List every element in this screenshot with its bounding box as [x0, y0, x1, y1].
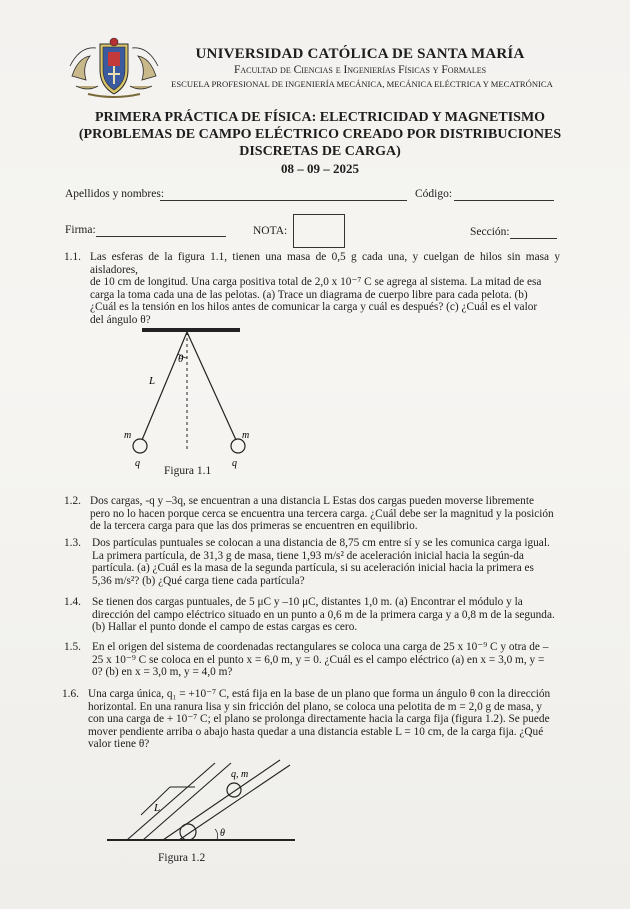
figure-1-2-incline-diagram	[105, 755, 300, 850]
problem-number: 1.5.	[64, 641, 81, 653]
length-label: L	[154, 802, 161, 814]
incline-line-1	[127, 763, 215, 840]
problem-1-6	[88, 688, 560, 751]
problem-number: 1.2.	[64, 495, 81, 507]
problem-number: 1.3.	[64, 537, 81, 549]
problem-line: mover pendiente arriba o abajo hasta quedar a una distancia estable L = 10 cm, de la carga fija. ¿Qué	[88, 725, 544, 738]
left-sphere	[133, 439, 147, 453]
names-label: Apellidos y nombres:	[65, 188, 165, 200]
problem-1-3	[92, 537, 560, 587]
figure-1-1-pendulum-diagram	[120, 322, 270, 482]
problem-line: 5,36 m/s²? (b) ¿Qué carga tiene cada partícula?	[92, 574, 305, 587]
section-label: Sección:	[470, 226, 510, 238]
problem-1-2	[90, 495, 560, 533]
school-name: ESCUELA PROFESIONAL DE INGENIERÍA MECÁNICA, MECÁNICA ELÉCTRICA Y MECATRÓNICA	[171, 79, 553, 89]
problem-number: 1.4.	[64, 596, 81, 608]
problem-line: con una carga de + 10⁻⁷ C; el plano se prolonga directamente hacia la carga fija (figura 1.2). Se puede	[88, 713, 550, 726]
problem-line: horizontal. En una ranura lisa y sin fricción del plano, se coloca una pelotita de m = 2,0 g de masa, y	[88, 700, 543, 713]
length-label: L	[149, 375, 156, 387]
problem-line: pero no lo hacen porque cerca se encuentra una tercera carga. ¿Cuál debe ser la magnitud y la posición	[90, 507, 554, 520]
theta-label: θ	[220, 828, 225, 839]
problem-1-5	[92, 641, 560, 679]
problem-line: Las esferas de la figura 1.1, tienen una masa de 0,5 g cada una, y cuelgan de hilos sin masa y aisladores,	[90, 251, 560, 276]
problem-line: del ángulo θ?	[90, 313, 151, 326]
right-thread	[187, 332, 236, 440]
problem-line: valor tiene θ?	[88, 738, 150, 751]
figure-1-1-caption: Figura 1.1	[164, 465, 212, 477]
problem-line: La primera partícula, de 31,3 g de masa, tiene 1,93 m/s² de aceleración inicial hacia la según-da	[92, 549, 524, 562]
problem-line: ¿Cuál es la tensión en los hilos antes de comunicar la carga y cuál es después? (c) ¿Cuál es el valor	[90, 301, 538, 314]
problem-1-4	[92, 596, 560, 634]
fixed-charge	[180, 824, 196, 840]
university-name: UNIVERSIDAD CATÓLICA DE SANTA MARÍA	[195, 46, 525, 62]
problem-number: 1.6.	[62, 688, 79, 700]
exam-title-line1: PRIMERA PRÁCTICA DE FÍSICA: ELECTRICIDAD Y MAGNETISMO	[94, 110, 546, 125]
problem-line: de la tercera carga para que las dos primeras se encuentren en equilibrio.	[90, 520, 418, 533]
ceiling-bar	[142, 328, 240, 332]
mass-left-label: m	[124, 430, 132, 441]
figure-1-2-caption: Figura 1.2	[158, 852, 206, 864]
problem-line: 0? (b) en x = 3,0 m, y = 4,0 m?	[92, 666, 233, 679]
university-seal-icon	[68, 36, 160, 98]
exam-date: 08 – 09 – 2025	[281, 161, 359, 176]
code-label: Código:	[415, 188, 453, 200]
problem-number: 1.1.	[64, 251, 81, 263]
faculty-name: Facultad de Ciencias e Ingenierías Físicas y Formales	[233, 64, 487, 76]
signature-label: Firma:	[65, 224, 96, 236]
problem-line: dirección del campo eléctrico situado en un punto a 0,6 m de la primera carga y a 0,8 m de la segunda.	[92, 608, 555, 621]
grade-box[interactable]	[293, 214, 345, 248]
exam-title-line2: (PROBLEMAS DE CAMPO ELÉCTRICO CREADO POR DISTRIBUCIONES	[78, 127, 562, 142]
grade-label: NOTA:	[253, 225, 288, 237]
charge-left-label: q	[135, 458, 140, 469]
problem-1-1	[90, 251, 560, 327]
section-field[interactable]	[510, 238, 557, 239]
problem-line: de 10 cm de longitud. Una carga positiva total de 2,0 x 10⁻⁷ C se agrega al sistema. La mitad de esa	[90, 276, 542, 289]
charge-mass-label: q, m	[231, 769, 249, 780]
names-field[interactable]	[160, 200, 407, 201]
problem-line: Dos cargas, -q y –3q, se encuentran a una distancia L Estas dos cargas pueden moverse libremente	[90, 495, 534, 507]
right-sphere	[231, 439, 245, 453]
mass-right-label: m	[242, 430, 250, 441]
problem-line: (b) Hallar el punto donde el campo de estas cargas es cero.	[92, 621, 358, 634]
code-field[interactable]	[454, 200, 554, 201]
charge-right-label: q	[232, 458, 237, 469]
problem-line: 25 x 10⁻⁹ C se coloca en el punto x = 6,0 m, y = 0. ¿Cuál es el campo eléctrico (a) en x = 3,0 m, y =	[92, 653, 545, 666]
theta-arc	[215, 829, 218, 840]
exam-title-line3: DISCRETAS DE CARGA)	[239, 144, 401, 159]
problem-line: Dos partículas puntuales se colocan a una distancia de 8,75 cm entre sí y se les comunica carga igual.	[92, 537, 550, 549]
theta-label: θ	[178, 353, 184, 365]
problem-line: Se tienen dos cargas puntuales, de 5 μC y –10 μC, distantes 1,0 m. (a) Encontrar el módulo y la	[92, 596, 523, 608]
signature-field[interactable]	[96, 236, 226, 237]
problem-line: partícula. (a) ¿Cuál es la masa de la segunda partícula, si su aceleración inicial hacia la primera es	[92, 562, 534, 575]
problem-line: En el origen del sistema de coordenadas rectangulares se coloca una carga de 25 x 10⁻⁹ C y otra de –	[92, 641, 549, 653]
problem-line: carga la toma cada una de las pelotas. (a) Trace un diagrama de cuerpo libre para cada pelota. (b)	[90, 288, 528, 301]
sliding-ball	[227, 783, 241, 797]
problem-line: Una carga única, q₁ = +10⁻⁷ C, está fija en la base de un plano que forma un ángulo θ con la dirección	[88, 688, 551, 700]
